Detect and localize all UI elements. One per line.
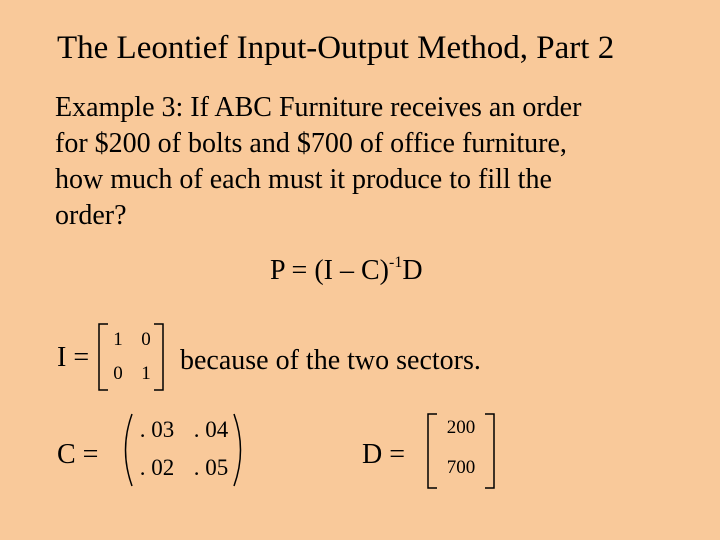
example-line-2: for $200 of bolts and $700 of office furniture, [55,128,567,159]
identity-cell-2-1: 0 [113,363,123,384]
example-text [55,90,695,234]
demand-vector [425,412,497,490]
formula-lhs: P = (I – C) [270,255,389,286]
leontief-formula [270,253,423,289]
identity-caption: because of the two sectors. [180,345,481,376]
identity-cell-1-1: 1 [113,329,123,350]
demand-cell-1: 200 [446,417,476,438]
formula-rhs: D [402,255,423,286]
identity-matrix [96,322,166,392]
consumption-matrix [118,412,248,488]
consumption-cell-2-2: . 05 [193,455,229,480]
consumption-cell-1-1: . 03 [139,417,175,442]
formula-exponent: -1 [388,254,403,271]
identity-cell-1-2: 0 [141,329,151,350]
slide-title: The Leontief Input-Output Method, Part 2 [57,30,615,66]
demand-cell-2: 700 [446,457,476,478]
consumption-cell-1-2: . 04 [193,417,229,442]
consumption-cell-2-1: . 02 [139,455,175,480]
example-line-4: order? [55,200,127,231]
example-line-1: Example 3: If ABC Furniture receives an order [55,92,582,123]
identity-label: I = [57,342,90,373]
example-line-3: how much of each must it produce to fill the [55,164,552,195]
demand-label: D = [362,439,406,470]
identity-cell-2-2: 1 [141,363,151,384]
consumption-label: C = [57,439,99,470]
